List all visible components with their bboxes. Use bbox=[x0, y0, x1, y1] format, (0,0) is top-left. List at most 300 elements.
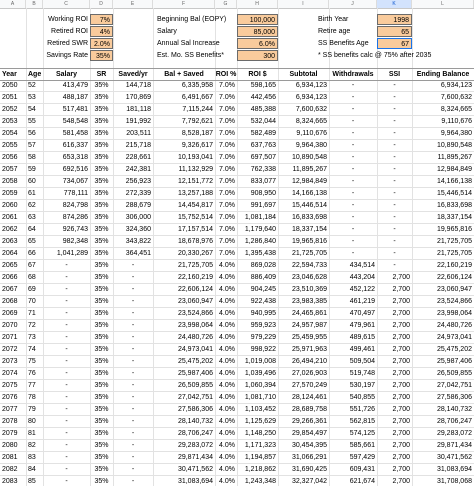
cell-ssi[interactable]: 2,700 bbox=[392, 274, 410, 281]
cell-withdrawals[interactable]: 540,855 bbox=[349, 394, 375, 401]
cell-roi-dollar[interactable]: 979,229 bbox=[250, 334, 276, 341]
cell-ssi[interactable]: - bbox=[393, 94, 396, 101]
cell-withdrawals[interactable]: 434,514 bbox=[349, 262, 375, 269]
cell-salary[interactable]: - bbox=[65, 382, 68, 389]
cell-roi-dollar[interactable]: 1,243,348 bbox=[244, 478, 276, 485]
cell-withdrawals[interactable]: - bbox=[351, 82, 355, 89]
cell-ssi[interactable]: 2,700 bbox=[392, 454, 410, 461]
cell-age[interactable]: 73 bbox=[28, 334, 36, 341]
cell-ssi[interactable]: 2,700 bbox=[392, 418, 410, 425]
cell-salary[interactable]: - bbox=[65, 370, 68, 377]
cell-ssi[interactable]: 2,700 bbox=[392, 298, 410, 305]
cell-salary[interactable]: 982,348 bbox=[62, 238, 88, 245]
cell-sr[interactable]: 35% bbox=[94, 94, 109, 101]
cell-roi-dollar[interactable]: 869,028 bbox=[250, 262, 276, 269]
cell-age[interactable]: 65 bbox=[28, 238, 36, 245]
cell-ssi[interactable]: - bbox=[393, 250, 396, 257]
cell-salary[interactable]: 413,479 bbox=[62, 82, 88, 89]
cell-roi-pct[interactable]: 4.0% bbox=[219, 262, 235, 269]
cell-saved-yr[interactable]: - bbox=[131, 454, 135, 461]
cell-ssi[interactable]: - bbox=[393, 82, 396, 89]
cell-subtotal[interactable]: 29,854,497 bbox=[291, 430, 327, 437]
cell-year[interactable]: 2068 bbox=[2, 298, 18, 305]
column-header-a[interactable]: A bbox=[0, 0, 26, 8]
cell-salary[interactable]: - bbox=[65, 394, 68, 401]
cell-roi-dollar[interactable]: 1,081,710 bbox=[244, 394, 276, 401]
cell-age[interactable]: 54 bbox=[28, 106, 36, 113]
cell-ending-balance[interactable]: 11,895,267 bbox=[437, 154, 472, 161]
cell-year[interactable]: 2072 bbox=[2, 346, 18, 353]
cell-ending-balance[interactable]: 29,871,434 bbox=[436, 442, 472, 449]
cell-subtotal[interactable]: 6,934,123 bbox=[295, 82, 327, 89]
cell-ending-balance[interactable]: 9,110,676 bbox=[441, 118, 472, 125]
cell-saved-yr[interactable]: 144,718 bbox=[125, 82, 151, 89]
cell-roi-dollar[interactable]: 485,388 bbox=[250, 106, 276, 113]
cell-subtotal[interactable]: 26,494,210 bbox=[291, 358, 327, 365]
cell-subtotal[interactable]: 31,690,425 bbox=[291, 466, 327, 473]
cell-bal-saved[interactable]: 17,157,514 bbox=[177, 226, 213, 233]
cell-ending-balance[interactable]: 26,509,855 bbox=[436, 370, 472, 377]
cell-age[interactable]: 63 bbox=[28, 214, 36, 221]
cell-withdrawals[interactable]: 574,125 bbox=[349, 430, 375, 437]
cell-salary[interactable]: 778,111 bbox=[63, 190, 88, 197]
cell-withdrawals[interactable]: - bbox=[351, 142, 355, 149]
cell-roi-pct[interactable]: 7.0% bbox=[219, 178, 235, 185]
cell-subtotal[interactable]: 8,324,665 bbox=[295, 118, 327, 125]
cell-subtotal[interactable]: 23,046,628 bbox=[291, 274, 327, 281]
column-header-c[interactable]: C bbox=[43, 0, 90, 8]
cell-ssi[interactable]: - bbox=[393, 190, 396, 197]
cell-roi-pct[interactable]: 7.0% bbox=[219, 202, 235, 209]
cell-ending-balance[interactable]: 16,833,698 bbox=[436, 202, 472, 209]
cell-salary[interactable]: - bbox=[65, 478, 68, 485]
cell-age[interactable]: 77 bbox=[28, 382, 36, 389]
cell-roi-pct[interactable]: 7.0% bbox=[219, 166, 235, 173]
cell-ending-balance[interactable]: 23,998,064 bbox=[436, 310, 472, 317]
cell-bal-saved[interactable]: 13,257,188 bbox=[177, 190, 213, 197]
cell-ssi[interactable]: 2,700 bbox=[392, 394, 410, 401]
ss-benefits-age-input[interactable]: 67 bbox=[377, 38, 412, 49]
cell-ending-balance[interactable]: 15,446,514 bbox=[436, 190, 472, 197]
cell-withdrawals[interactable]: 585,661 bbox=[349, 442, 375, 449]
cell-withdrawals[interactable]: 489,615 bbox=[349, 334, 375, 341]
cell-salary[interactable]: 517,481 bbox=[62, 106, 88, 113]
cell-bal-saved[interactable]: 15,752,514 bbox=[177, 214, 213, 221]
cell-roi-dollar[interactable]: 940,995 bbox=[250, 310, 276, 317]
cell-sr[interactable]: 35% bbox=[94, 166, 109, 173]
cell-roi-pct[interactable]: 4.0% bbox=[219, 310, 235, 317]
cell-sr[interactable]: 35% bbox=[94, 370, 109, 377]
column-header-h[interactable]: H bbox=[237, 0, 278, 8]
cell-subtotal[interactable]: 29,266,361 bbox=[291, 418, 327, 425]
cell-withdrawals[interactable]: - bbox=[351, 154, 355, 161]
cell-bal-saved[interactable]: 24,973,041 bbox=[177, 346, 213, 353]
cell-ssi[interactable]: 2,700 bbox=[392, 406, 410, 413]
cell-saved-yr[interactable]: - bbox=[131, 358, 135, 365]
cell-age[interactable]: 67 bbox=[28, 262, 36, 269]
cell-salary[interactable]: - bbox=[65, 298, 68, 305]
cell-ending-balance[interactable]: 31,083,694 bbox=[436, 466, 472, 473]
cell-roi-dollar[interactable]: 833,077 bbox=[250, 178, 276, 185]
cell-sr[interactable]: 35% bbox=[94, 118, 109, 125]
cell-age[interactable]: 70 bbox=[28, 298, 36, 305]
cell-ending-balance[interactable]: 23,524,866 bbox=[436, 298, 472, 305]
cell-sr[interactable]: 35% bbox=[94, 394, 109, 401]
cell-bal-saved[interactable]: 31,083,694 bbox=[177, 478, 213, 485]
cell-roi-dollar[interactable]: 1,103,452 bbox=[244, 406, 276, 413]
cell-salary[interactable]: 926,743 bbox=[62, 226, 88, 233]
cell-bal-saved[interactable]: 27,586,306 bbox=[177, 406, 213, 413]
birth-year-input[interactable]: 1998 bbox=[377, 14, 412, 25]
annual-salary-increase-input[interactable]: 6.0% bbox=[237, 38, 278, 49]
cell-roi-dollar[interactable]: 1,019,008 bbox=[244, 358, 276, 365]
cell-age[interactable]: 61 bbox=[28, 190, 36, 197]
cell-ssi[interactable]: 2,700 bbox=[392, 322, 410, 329]
cell-saved-yr[interactable]: - bbox=[131, 298, 135, 305]
cell-roi-dollar[interactable]: 697,507 bbox=[250, 154, 276, 161]
cell-sr[interactable]: 35% bbox=[94, 454, 109, 461]
cell-ssi[interactable]: 2,700 bbox=[392, 334, 410, 341]
cell-sr[interactable]: 35% bbox=[94, 286, 109, 293]
cell-roi-pct[interactable]: 7.0% bbox=[219, 82, 235, 89]
cell-age[interactable]: 71 bbox=[28, 310, 36, 317]
column-header-e[interactable]: E bbox=[113, 0, 153, 8]
cell-bal-saved[interactable]: 22,606,124 bbox=[177, 286, 213, 293]
cell-saved-yr[interactable]: - bbox=[131, 394, 135, 401]
cell-withdrawals[interactable]: 609,431 bbox=[349, 466, 375, 473]
cell-salary[interactable]: - bbox=[65, 262, 68, 269]
cell-ssi[interactable]: - bbox=[393, 142, 396, 149]
cell-ending-balance[interactable]: 7,600,632 bbox=[440, 94, 472, 101]
cell-saved-yr[interactable]: - bbox=[131, 262, 135, 269]
cell-subtotal[interactable]: 25,971,963 bbox=[291, 346, 327, 353]
retire-age-input[interactable]: 65 bbox=[377, 26, 412, 37]
cell-ending-balance[interactable]: 29,283,072 bbox=[436, 430, 472, 437]
cell-ssi[interactable]: 2,700 bbox=[392, 430, 410, 437]
cell-roi-dollar[interactable]: 1,286,840 bbox=[244, 238, 276, 245]
cell-subtotal[interactable]: 12,984,849 bbox=[291, 178, 327, 185]
cell-age[interactable]: 72 bbox=[28, 322, 36, 329]
column-header-f[interactable]: F bbox=[153, 0, 215, 8]
cell-salary[interactable]: - bbox=[65, 466, 68, 473]
cell-subtotal[interactable]: 19,965,816 bbox=[291, 238, 327, 245]
cell-year[interactable]: 2071 bbox=[2, 334, 18, 341]
cell-ending-balance[interactable]: 10,890,548 bbox=[436, 142, 472, 149]
cell-sr[interactable]: 35% bbox=[94, 154, 109, 161]
cell-ssi[interactable]: 2,700 bbox=[392, 286, 410, 293]
cell-age[interactable]: 59 bbox=[28, 166, 36, 173]
cell-roi-dollar[interactable]: 637,763 bbox=[250, 142, 276, 149]
retired-swr-input[interactable]: 2.0% bbox=[90, 38, 113, 49]
cell-bal-saved[interactable]: 10,193,041 bbox=[177, 154, 213, 161]
cell-year[interactable]: 2080 bbox=[2, 442, 18, 449]
cell-withdrawals[interactable]: - bbox=[351, 214, 355, 221]
cell-year[interactable]: 2081 bbox=[2, 454, 18, 461]
cell-saved-yr[interactable]: 272,339 bbox=[125, 190, 151, 197]
cell-withdrawals[interactable]: - bbox=[351, 190, 355, 197]
cell-roi-pct[interactable]: 4.0% bbox=[219, 394, 235, 401]
cell-roi-dollar[interactable]: 998,922 bbox=[250, 346, 276, 353]
cell-bal-saved[interactable]: 7,115,244 bbox=[182, 106, 213, 113]
cell-sr[interactable]: 35% bbox=[94, 406, 109, 413]
cell-subtotal[interactable]: 15,446,514 bbox=[291, 202, 327, 209]
cell-roi-pct[interactable]: 4.0% bbox=[219, 454, 235, 461]
cell-roi-dollar[interactable]: 1,039,496 bbox=[244, 370, 276, 377]
cell-bal-saved[interactable]: 18,678,976 bbox=[177, 238, 213, 245]
cell-year[interactable]: 2060 bbox=[2, 202, 18, 209]
cell-bal-saved[interactable]: 27,042,751 bbox=[177, 394, 213, 401]
cell-bal-saved[interactable]: 25,987,406 bbox=[177, 370, 213, 377]
cell-ending-balance[interactable]: 14,166,138 bbox=[436, 178, 472, 185]
cell-roi-pct[interactable]: 4.0% bbox=[219, 466, 235, 473]
cell-sr[interactable]: 35% bbox=[94, 142, 109, 149]
cell-ssi[interactable]: - bbox=[393, 118, 396, 125]
working-roi-input[interactable]: 7% bbox=[90, 14, 113, 25]
cell-year[interactable]: 2076 bbox=[2, 394, 18, 401]
cell-salary[interactable]: - bbox=[65, 418, 68, 425]
cell-year[interactable]: 2066 bbox=[2, 274, 18, 281]
cell-salary[interactable]: 653,318 bbox=[62, 154, 88, 161]
cell-sr[interactable]: 35% bbox=[94, 202, 109, 209]
cell-ending-balance[interactable]: 28,706,247 bbox=[436, 418, 472, 425]
cell-salary[interactable]: - bbox=[65, 442, 68, 449]
cell-ending-balance[interactable]: 24,973,041 bbox=[436, 334, 472, 341]
cell-ssi[interactable]: - bbox=[393, 202, 396, 209]
cell-roi-dollar[interactable]: 1,081,184 bbox=[244, 214, 276, 221]
cell-roi-dollar[interactable]: 1,125,629 bbox=[244, 418, 276, 425]
cell-roi-dollar[interactable]: 1,194,857 bbox=[244, 454, 276, 461]
cell-roi-pct[interactable]: 4.0% bbox=[219, 298, 235, 305]
cell-subtotal[interactable]: 14,166,138 bbox=[291, 190, 327, 197]
cell-withdrawals[interactable]: 479,961 bbox=[349, 322, 375, 329]
cell-salary[interactable]: 824,798 bbox=[62, 202, 88, 209]
cell-subtotal[interactable]: 16,833,698 bbox=[291, 214, 327, 221]
retired-roi-input[interactable]: 4% bbox=[90, 26, 113, 37]
cell-withdrawals[interactable]: - bbox=[351, 226, 355, 233]
cell-sr[interactable]: 35% bbox=[94, 358, 109, 365]
cell-bal-saved[interactable]: 8,528,187 bbox=[181, 130, 213, 137]
cell-ssi[interactable]: 2,700 bbox=[392, 310, 410, 317]
cell-roi-dollar[interactable]: 904,245 bbox=[250, 286, 276, 293]
cell-subtotal[interactable]: 23,510,369 bbox=[291, 286, 327, 293]
cell-bal-saved[interactable]: 28,140,732 bbox=[177, 418, 213, 425]
cell-sr[interactable]: 35% bbox=[94, 238, 109, 245]
cell-subtotal[interactable]: 32,327,042 bbox=[291, 478, 327, 485]
cell-roi-pct[interactable]: 4.0% bbox=[219, 382, 235, 389]
cell-withdrawals[interactable]: - bbox=[351, 130, 355, 137]
cell-salary[interactable]: - bbox=[65, 310, 68, 317]
cell-sr[interactable]: 35% bbox=[94, 82, 109, 89]
cell-roi-pct[interactable]: 7.0% bbox=[219, 154, 235, 161]
cell-sr[interactable]: 35% bbox=[94, 346, 109, 353]
cell-ssi[interactable]: - bbox=[393, 262, 396, 269]
cell-ssi[interactable]: - bbox=[393, 178, 396, 185]
cell-roi-pct[interactable]: 7.0% bbox=[219, 190, 235, 197]
cell-ending-balance[interactable]: 18,337,154 bbox=[436, 214, 472, 221]
cell-salary[interactable]: - bbox=[65, 286, 68, 293]
cell-age[interactable]: 79 bbox=[28, 406, 36, 413]
cell-year[interactable]: 2079 bbox=[2, 430, 18, 437]
cell-ssi[interactable]: - bbox=[393, 226, 396, 233]
cell-age[interactable]: 53 bbox=[28, 94, 36, 101]
cell-ssi[interactable]: 2,700 bbox=[392, 382, 410, 389]
ss-benefits-input[interactable]: 300 bbox=[237, 50, 278, 61]
cell-salary[interactable]: - bbox=[65, 346, 68, 353]
cell-bal-saved[interactable]: 21,725,705 bbox=[177, 262, 213, 269]
cell-subtotal[interactable]: 11,895,267 bbox=[292, 166, 327, 173]
cell-age[interactable]: 62 bbox=[28, 202, 36, 209]
cell-ssi[interactable]: 2,700 bbox=[392, 478, 410, 485]
cell-age[interactable]: 75 bbox=[28, 358, 36, 365]
cell-withdrawals[interactable]: - bbox=[351, 250, 355, 257]
cell-age[interactable]: 81 bbox=[28, 430, 36, 437]
cell-bal-saved[interactable]: 26,509,855 bbox=[177, 382, 213, 389]
cell-saved-yr[interactable]: - bbox=[131, 478, 135, 485]
cell-bal-saved[interactable]: 28,706,247 bbox=[177, 430, 213, 437]
cell-ssi[interactable]: - bbox=[393, 166, 396, 173]
cell-subtotal[interactable]: 9,110,676 bbox=[296, 130, 327, 137]
cell-saved-yr[interactable]: 181,118 bbox=[126, 106, 151, 113]
cell-year[interactable]: 2069 bbox=[2, 310, 18, 317]
cell-subtotal[interactable]: 22,594,733 bbox=[291, 262, 327, 269]
cell-age[interactable]: 84 bbox=[28, 466, 36, 473]
cell-year[interactable]: 2052 bbox=[2, 106, 18, 113]
cell-withdrawals[interactable]: 551,726 bbox=[349, 406, 375, 413]
cell-salary[interactable]: 1,041,289 bbox=[56, 250, 88, 257]
cell-ending-balance[interactable]: 28,140,732 bbox=[436, 406, 472, 413]
cell-saved-yr[interactable]: 343,822 bbox=[125, 238, 151, 245]
cell-age[interactable]: 66 bbox=[28, 250, 36, 257]
cell-roi-pct[interactable]: 4.0% bbox=[219, 478, 235, 485]
cell-roi-pct[interactable]: 7.0% bbox=[219, 238, 235, 245]
column-header-d[interactable]: D bbox=[90, 0, 113, 8]
cell-roi-dollar[interactable]: 886,409 bbox=[250, 274, 276, 281]
cell-subtotal[interactable]: 9,964,380 bbox=[295, 142, 327, 149]
cell-age[interactable]: 57 bbox=[28, 142, 36, 149]
cell-age[interactable]: 52 bbox=[28, 82, 36, 89]
cell-saved-yr[interactable]: - bbox=[131, 286, 135, 293]
cell-subtotal[interactable]: 21,725,705 bbox=[291, 250, 327, 257]
cell-roi-pct[interactable]: 4.0% bbox=[219, 406, 235, 413]
cell-subtotal[interactable]: 18,337,154 bbox=[291, 226, 327, 233]
cell-roi-pct[interactable]: 4.0% bbox=[219, 442, 235, 449]
cell-saved-yr[interactable]: 242,381 bbox=[125, 166, 151, 173]
cell-age[interactable]: 85 bbox=[28, 478, 36, 485]
cell-bal-saved[interactable]: 9,326,617 bbox=[181, 142, 213, 149]
cell-bal-saved[interactable]: 22,160,219 bbox=[177, 274, 213, 281]
cell-withdrawals[interactable]: 470,497 bbox=[349, 310, 375, 317]
column-header-b[interactable]: B bbox=[26, 0, 43, 8]
cell-withdrawals[interactable]: - bbox=[351, 118, 355, 125]
cell-ssi[interactable]: - bbox=[393, 238, 396, 245]
cell-roi-pct[interactable]: 7.0% bbox=[219, 118, 235, 125]
cell-ssi[interactable]: - bbox=[393, 130, 396, 137]
cell-roi-dollar[interactable]: 532,044 bbox=[250, 118, 276, 125]
cell-ending-balance[interactable]: 21,725,705 bbox=[436, 250, 472, 257]
cell-subtotal[interactable]: 27,026,903 bbox=[291, 370, 327, 377]
cell-ending-balance[interactable]: 25,475,202 bbox=[436, 346, 472, 353]
cell-roi-dollar[interactable]: 1,179,640 bbox=[244, 226, 276, 233]
cell-ssi[interactable]: 2,700 bbox=[392, 370, 410, 377]
cell-sr[interactable]: 35% bbox=[94, 466, 109, 473]
cell-ending-balance[interactable]: 30,471,562 bbox=[436, 454, 472, 461]
cell-year[interactable]: 2058 bbox=[2, 178, 18, 185]
cell-ssi[interactable]: - bbox=[393, 106, 396, 113]
cell-saved-yr[interactable]: 228,661 bbox=[125, 154, 151, 161]
cell-year[interactable]: 2055 bbox=[2, 142, 18, 149]
cell-roi-pct[interactable]: 4.0% bbox=[219, 370, 235, 377]
cell-withdrawals[interactable]: 519,748 bbox=[349, 370, 375, 377]
cell-roi-pct[interactable]: 7.0% bbox=[219, 94, 235, 101]
cell-saved-yr[interactable]: - bbox=[131, 430, 135, 437]
cell-roi-pct[interactable]: 4.0% bbox=[219, 274, 235, 281]
cell-roi-dollar[interactable]: 1,148,250 bbox=[244, 430, 276, 437]
cell-withdrawals[interactable]: 499,461 bbox=[349, 346, 375, 353]
cell-bal-saved[interactable]: 24,480,726 bbox=[177, 334, 213, 341]
cell-salary[interactable]: 734,067 bbox=[62, 178, 88, 185]
cell-subtotal[interactable]: 28,689,758 bbox=[291, 406, 327, 413]
cell-sr[interactable]: 35% bbox=[94, 274, 109, 281]
cell-withdrawals[interactable]: 443,204 bbox=[349, 274, 375, 281]
cell-roi-dollar[interactable]: 959,923 bbox=[250, 322, 276, 329]
cell-bal-saved[interactable]: 30,471,562 bbox=[177, 466, 213, 473]
cell-year[interactable]: 2054 bbox=[2, 130, 18, 137]
cell-subtotal[interactable]: 31,066,291 bbox=[291, 454, 327, 461]
cell-year[interactable]: 2063 bbox=[2, 238, 18, 245]
cell-roi-pct[interactable]: 7.0% bbox=[219, 250, 235, 257]
cell-ssi[interactable]: 2,700 bbox=[392, 358, 410, 365]
cell-saved-yr[interactable]: - bbox=[131, 370, 135, 377]
cell-sr[interactable]: 35% bbox=[94, 130, 109, 137]
cell-salary[interactable]: - bbox=[65, 274, 68, 281]
cell-year[interactable]: 2062 bbox=[2, 226, 18, 233]
cell-withdrawals[interactable]: 452,122 bbox=[349, 286, 375, 293]
cell-ending-balance[interactable]: 9,964,380 bbox=[440, 130, 472, 137]
cell-roi-pct[interactable]: 7.0% bbox=[219, 130, 235, 137]
cell-subtotal[interactable]: 30,454,395 bbox=[291, 442, 327, 449]
cell-sr[interactable]: 35% bbox=[94, 322, 109, 329]
cell-saved-yr[interactable]: 203,511 bbox=[126, 130, 151, 137]
cell-sr[interactable]: 35% bbox=[94, 382, 109, 389]
cell-subtotal[interactable]: 24,465,861 bbox=[291, 310, 327, 317]
cell-year[interactable]: 2053 bbox=[2, 118, 18, 125]
cell-bal-saved[interactable]: 12,151,772 bbox=[177, 178, 213, 185]
cell-roi-dollar[interactable]: 1,171,323 bbox=[244, 442, 276, 449]
savings-rate-input[interactable]: 35% bbox=[90, 50, 113, 61]
cell-salary[interactable]: 581,458 bbox=[62, 130, 88, 137]
cell-age[interactable]: 64 bbox=[28, 226, 36, 233]
column-header-k[interactable]: K bbox=[377, 0, 412, 8]
cell-age[interactable]: 55 bbox=[28, 118, 36, 125]
cell-roi-pct[interactable]: 4.0% bbox=[219, 322, 235, 329]
cell-ending-balance[interactable]: 22,606,124 bbox=[436, 274, 472, 281]
cell-saved-yr[interactable]: 215,718 bbox=[125, 142, 151, 149]
cell-roi-dollar[interactable]: 442,456 bbox=[250, 94, 276, 101]
cell-year[interactable]: 2059 bbox=[2, 190, 18, 197]
cell-year[interactable]: 2083 bbox=[2, 478, 18, 485]
cell-year[interactable]: 2056 bbox=[2, 154, 18, 161]
cell-salary[interactable]: - bbox=[65, 430, 68, 437]
cell-salary[interactable]: 616,337 bbox=[62, 142, 88, 149]
cell-roi-dollar[interactable]: 762,338 bbox=[250, 166, 276, 173]
cell-year[interactable]: 2061 bbox=[2, 214, 18, 221]
cell-year[interactable]: 2077 bbox=[2, 406, 18, 413]
cell-bal-saved[interactable]: 14,454,817 bbox=[177, 202, 213, 209]
cell-year[interactable]: 2051 bbox=[2, 94, 18, 101]
cell-saved-yr[interactable]: 324,360 bbox=[125, 226, 151, 233]
cell-age[interactable]: 69 bbox=[28, 286, 36, 293]
cell-withdrawals[interactable]: - bbox=[351, 178, 355, 185]
